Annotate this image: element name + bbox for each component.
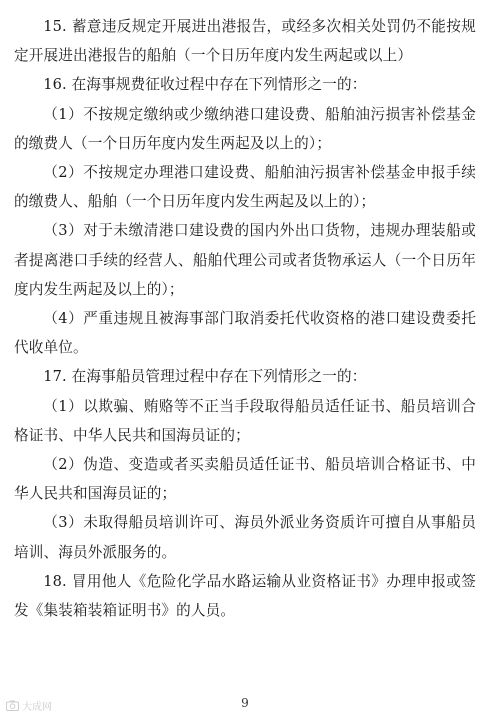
paragraph-item-17-2: （2）伪造、变造或者买卖船员适任证书、船员培训合格证书、中华人民共和国海员证的； [14,456,476,503]
paragraph-item-17: 17. 在海事船员管理过程中存在下列情形之一的： [43,368,367,386]
paragraph-item-17-3: （3）未取得船员培训许可、海员外派业务资质许可擅自从事船员培训、海员外派服务的。 [14,514,476,561]
paragraph-item-18: 18. 冒用他人《危险化学品水路运输从业资格证书》办理申报或签发《集装箱装箱证明书》的人员。 [14,572,476,620]
page-number: 9 [241,696,249,710]
paragraph-item-16-4: （4）严重违规且被海事部门取消委托代收资格的港口建设费委托代收单位。 [14,310,476,357]
paragraph-item-16-1: （1）不按规定缴纳或少缴纳港口建设费、船舶油污损害补偿基金的缴费人（一个日历年度内发生两起及以上的）； [14,105,476,152]
watermark-text: 大成网 [22,702,52,713]
paragraph-item-16: 16. 在海事规费征收过程中存在下列情形之一的： [43,76,367,94]
paragraph-item-17-1: （1）以欺骗、贿赂等不正当手段取得船员适任证书、船员培训合格证书、中华人民共和国海员证的； [14,397,476,444]
paragraph-item-15: 15. 蓄意违反规定开展进出港报告，或经多次相关处罚仍不能按规定开展进出港报告的船舶（一个日历年度内发生两起或以上） [14,18,476,65]
paragraph-item-16-3: （3）对于未缴清港口建设费的国内外出口货物，违规办理装船或者提离港口手续的经营人、船舶代理公司或者货物承运人（一个日历年度内发生两起及以上的）； [14,222,476,298]
document-body [14,12,476,625]
paragraph-item-16-2: （2）不按规定办理港口建设费、船舶油污损害补偿基金申报手续的缴费人、船舶（一个日历年度内发生两起及以上的）； [14,164,476,211]
